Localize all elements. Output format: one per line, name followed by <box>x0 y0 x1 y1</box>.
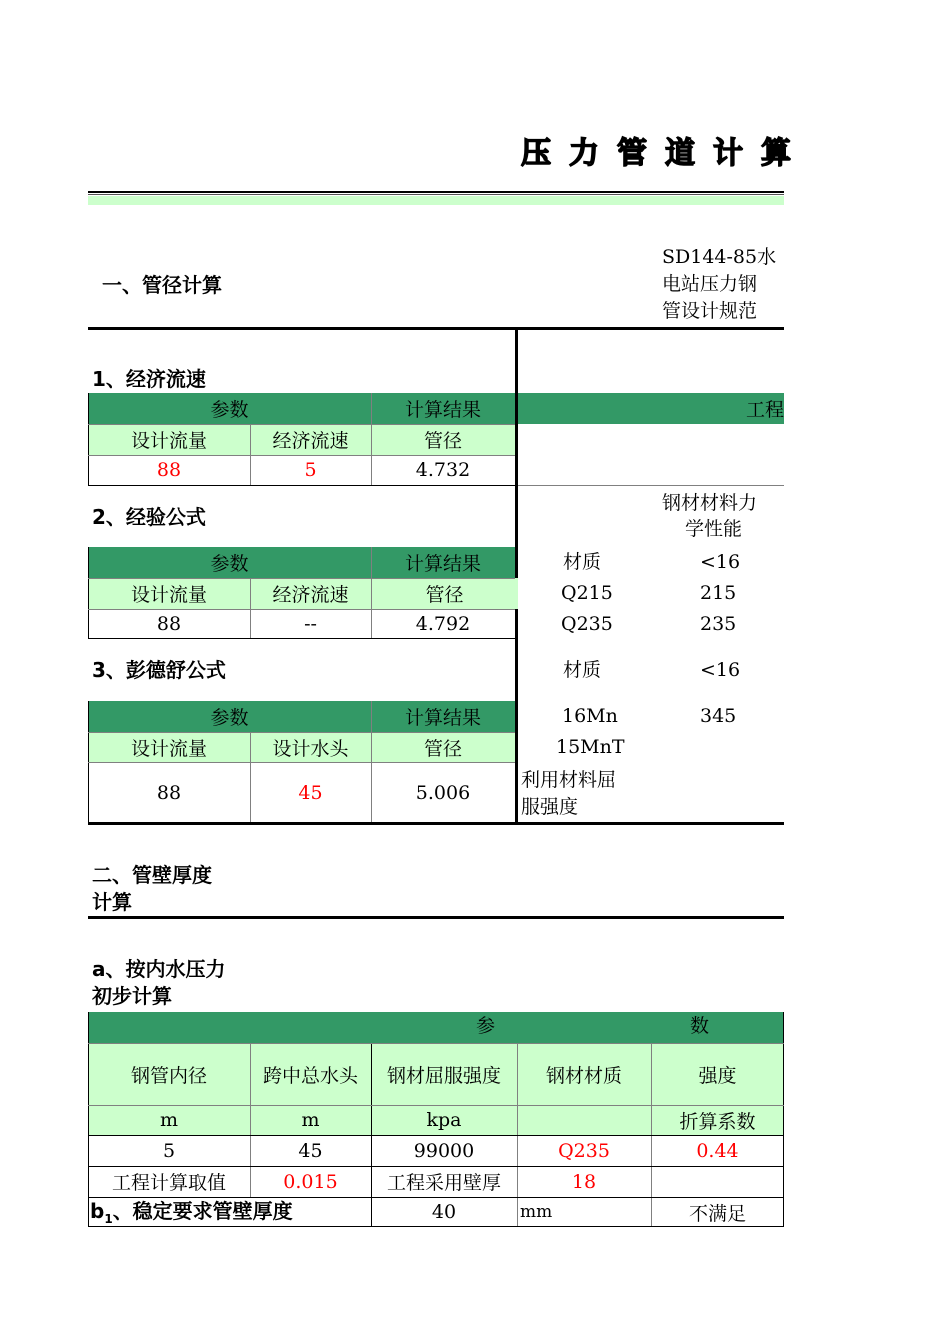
section2-title-1: 二、管壁厚度 <box>92 863 212 887</box>
grid-line <box>88 638 515 639</box>
sub3-v1: 88 <box>156 781 182 804</box>
sub3-col2: 设计水头 <box>250 732 371 762</box>
suba-col-1: 钢管内径 <box>88 1043 250 1105</box>
grid-line <box>88 1135 784 1136</box>
suba-value-3: 99000 <box>413 1139 475 1162</box>
subb-unit-text: mm <box>520 1202 553 1222</box>
grid-line <box>783 1012 784 1227</box>
standard-note-2: 电站压力钢 <box>662 273 758 295</box>
sub3-v2[interactable]: 45 <box>298 781 323 804</box>
steel-row-4-m: 15MnT <box>556 736 625 758</box>
title-rule-1 <box>88 191 784 193</box>
suba-title-1: a、按内水压力 <box>92 957 226 981</box>
sub1-v3: 4.732 <box>415 459 471 481</box>
sub1-hdr-right <box>518 393 784 424</box>
sub2-col2: 经济流速 <box>250 578 371 609</box>
steel-yield-note-1: 利用材料屈 <box>521 769 617 791</box>
suba-col-5: 强度 <box>651 1043 784 1105</box>
suba-unit-5: 折算系数 <box>651 1105 784 1135</box>
page-title <box>514 137 804 171</box>
sub2-title: 2、经验公式 <box>92 505 206 529</box>
grid-line <box>88 393 89 485</box>
suba-hdr1: 参 <box>476 1015 496 1037</box>
suba-calc-label: 工程计算取值 <box>111 1172 226 1194</box>
subb-value: 40 <box>431 1201 457 1223</box>
steel-row-2-v: 235 <box>700 613 737 635</box>
title-char: 计 <box>713 136 743 171</box>
steel-thick-label-2: <16 <box>700 659 741 681</box>
grid-line <box>88 485 515 486</box>
subb-title-sub: 1 <box>104 1212 113 1226</box>
suba-unit-2: m <box>250 1105 371 1135</box>
grid-line <box>371 547 372 639</box>
suba-adopt-value[interactable]: 18 <box>571 1170 597 1193</box>
suba-col-2: 跨中总水头 <box>250 1043 371 1105</box>
grid-line <box>88 762 515 763</box>
sub1-title: 1、经济流速 <box>92 367 206 391</box>
grid-line <box>250 732 251 823</box>
sub1-col1: 设计流量 <box>88 424 250 455</box>
steel-row-3-v: 345 <box>700 705 737 727</box>
subb-unit <box>518 1197 651 1227</box>
sub1-v1[interactable]: 88 <box>156 459 182 481</box>
suba-adopt-label: 工程采用壁厚 <box>386 1172 501 1194</box>
section1-rule <box>88 327 784 330</box>
grid-line <box>88 1012 89 1227</box>
sub1-hdr-param: 参数 <box>88 393 371 424</box>
suba-col-4: 钢材材质 <box>517 1043 651 1105</box>
sub3-hdr-result: 计算结果 <box>371 701 515 732</box>
title-char: 算 <box>761 136 791 171</box>
sub1-hdr-result: 计算结果 <box>371 393 515 424</box>
sub3-v3: 5.006 <box>415 781 471 804</box>
suba-value-5[interactable]: 0.44 <box>696 1139 739 1162</box>
grid-line <box>88 455 515 456</box>
suba-header-band <box>88 1012 784 1043</box>
steel-row-1-v: 215 <box>700 582 737 604</box>
steel-row-1-m: Q215 <box>561 582 613 604</box>
title-char: 道 <box>665 136 695 171</box>
steel-row-3-m: 16Mn <box>562 705 618 727</box>
title-rule-2 <box>88 194 784 195</box>
title-band <box>88 196 784 205</box>
subb-title-rest: 、稳定要求管壁厚度 <box>112 1199 293 1223</box>
grid-line <box>371 393 372 485</box>
standard-note-3: 管设计规范 <box>662 300 758 322</box>
sub1-col2: 经济流速 <box>250 424 371 455</box>
suba-title-2: 初步计算 <box>92 984 172 1008</box>
sub2-v1: 88 <box>156 613 182 635</box>
sub1-col3: 管径 <box>371 424 515 455</box>
steel-material-label-2: 材质 <box>563 659 602 681</box>
sub2-hdr-param: 参数 <box>88 547 371 578</box>
suba-col-3: 钢材屈服强度 <box>371 1043 517 1105</box>
grid-line <box>88 578 515 579</box>
suba-value-4[interactable]: Q235 <box>558 1139 610 1162</box>
sub2-col1: 设计流量 <box>88 578 250 609</box>
title-char: 力 <box>569 136 599 171</box>
suba-value-1: 5 <box>162 1139 176 1162</box>
grid-line <box>88 732 515 733</box>
grid-line <box>88 424 515 425</box>
section2-title-2: 计算 <box>92 890 132 914</box>
suba-value-2: 45 <box>298 1139 323 1162</box>
steel-material-label: 材质 <box>563 551 602 573</box>
subb-title-b: b <box>90 1199 105 1223</box>
grid-line <box>518 485 784 486</box>
subb-status: 不满足 <box>688 1202 746 1225</box>
title-char: 管 <box>617 136 647 171</box>
steel-title-2: 学性能 <box>685 518 743 540</box>
grid-line <box>88 609 515 610</box>
suba-calc-value[interactable]: 0.015 <box>283 1170 338 1193</box>
sub3-hdr-param: 参数 <box>88 701 371 732</box>
sub3-col3: 管径 <box>371 732 515 762</box>
section2-rule <box>88 916 784 919</box>
steel-yield-note-2: 服强度 <box>521 796 579 818</box>
section1-title: 一、管径计算 <box>102 273 222 297</box>
sub2-hdr-result: 计算结果 <box>371 547 515 578</box>
steel-row-2-m: Q235 <box>561 613 613 635</box>
sub3-title: 3、彭德舒公式 <box>92 658 226 682</box>
suba-unit-4 <box>517 1105 651 1135</box>
grid-line <box>88 1043 784 1044</box>
suba-hdr2: 数 <box>690 1015 710 1037</box>
title-char: 压 <box>521 136 551 171</box>
sub1-v2[interactable]: 5 <box>304 459 317 481</box>
sub2-v3: 4.792 <box>415 613 471 635</box>
sub3-col1: 设计流量 <box>88 732 250 762</box>
grid-line <box>250 1043 251 1197</box>
sub2-col3: 管径 <box>371 578 518 609</box>
subb-title <box>90 1198 293 1233</box>
steel-title-1: 钢材材料力 <box>662 492 758 514</box>
grid-line <box>88 1105 784 1106</box>
sub2-v2: -- <box>304 613 317 635</box>
suba-unit-3: kpa <box>371 1105 517 1135</box>
sub1-hdr-right-text: 工程 <box>745 399 784 421</box>
sub3-bottom-rule <box>88 822 784 825</box>
steel-thick-label: <16 <box>700 551 741 573</box>
standard-note-1: SD144-85水 <box>662 246 777 268</box>
suba-unit-1: m <box>88 1105 250 1135</box>
grid-line <box>88 1166 784 1167</box>
grid-line <box>88 547 89 639</box>
